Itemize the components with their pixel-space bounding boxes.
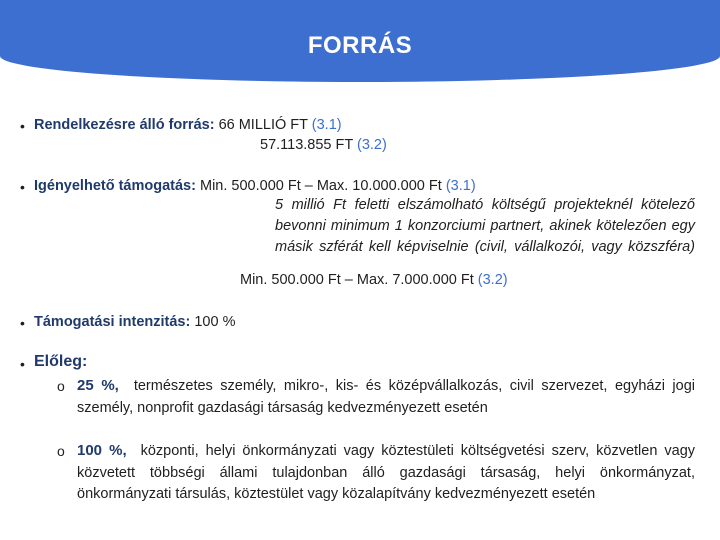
- igenyelheto-label: Igényelhető támogatás:: [34, 178, 196, 194]
- eloleg-item-2-text: központi, helyi önkormányzati vagy köztestületi költségvetési szerv, közvetlen vagy közvetett többségi állami tulajdonban álló gazdasági társaság, helyi önkormányzat, önkormányzati társulás, köztestület vagy közalapítvány kedvezményezett esetén: [77, 443, 696, 502]
- igenyelheto-ref-1: (3.1): [445, 178, 476, 194]
- eloleg-item-2: [77, 440, 695, 506]
- eloleg-label: Előleg:: [34, 353, 88, 370]
- eloleg-item-1: [77, 375, 695, 419]
- forras-label: Rendelkezésre álló forrás:: [34, 117, 215, 133]
- eloleg-line: [34, 352, 87, 372]
- intenzitas-line: [34, 312, 235, 332]
- igenyelheto-ref-2: (3.2): [477, 272, 508, 288]
- forras-ref-1: (3.1): [311, 117, 342, 133]
- eloleg-item-1-text: természetes személy, mikro-, kis- és középvállalkozás, civil szervezet, egyházi jogi személy, nonprofit gazdasági társaság kedvezményezett esetén: [77, 378, 695, 416]
- igenyelheto-note: 5 millió Ft feletti elszámolható költségű projekteknél kötelező bevonni minimum 1 konzorciumi partnert, akinek kötelezően egy másik szférát kell képviselnie (civil, vállalkozói, vagy közszféra): [275, 197, 695, 255]
- igenyelheto-value-1: Min. 500.000 Ft – Max. 10.000.000 Ft: [199, 178, 442, 194]
- forras-line2: [260, 135, 387, 155]
- igenyelheto-value-2: Min. 500.000 Ft – Max. 7.000.000 Ft: [240, 272, 474, 288]
- sub-marker: o: [57, 443, 65, 459]
- intenzitas-label: Támogatási intenzitás:: [34, 314, 191, 330]
- forras-line1: [34, 115, 342, 135]
- eloleg-item-2-percent: 100 %,: [77, 442, 127, 459]
- igenyelheto-line2: [240, 270, 508, 290]
- forras-value-1: 66 MILLIÓ FT: [218, 117, 308, 133]
- forras-value-2: 57.113.855 FT: [260, 137, 353, 153]
- intenzitas-value: 100 %: [194, 314, 236, 330]
- bullet-marker: •: [20, 356, 25, 372]
- bullet-marker: •: [20, 118, 25, 134]
- igenyelheto-line1: [34, 176, 476, 196]
- sub-marker: o: [57, 378, 65, 394]
- bullet-marker: •: [20, 179, 25, 195]
- bullet-marker: •: [20, 315, 25, 331]
- forras-ref-2: (3.2): [357, 137, 387, 153]
- eloleg-item-1-percent: 25 %,: [77, 377, 119, 394]
- slide-title: FORRÁS: [307, 32, 413, 59]
